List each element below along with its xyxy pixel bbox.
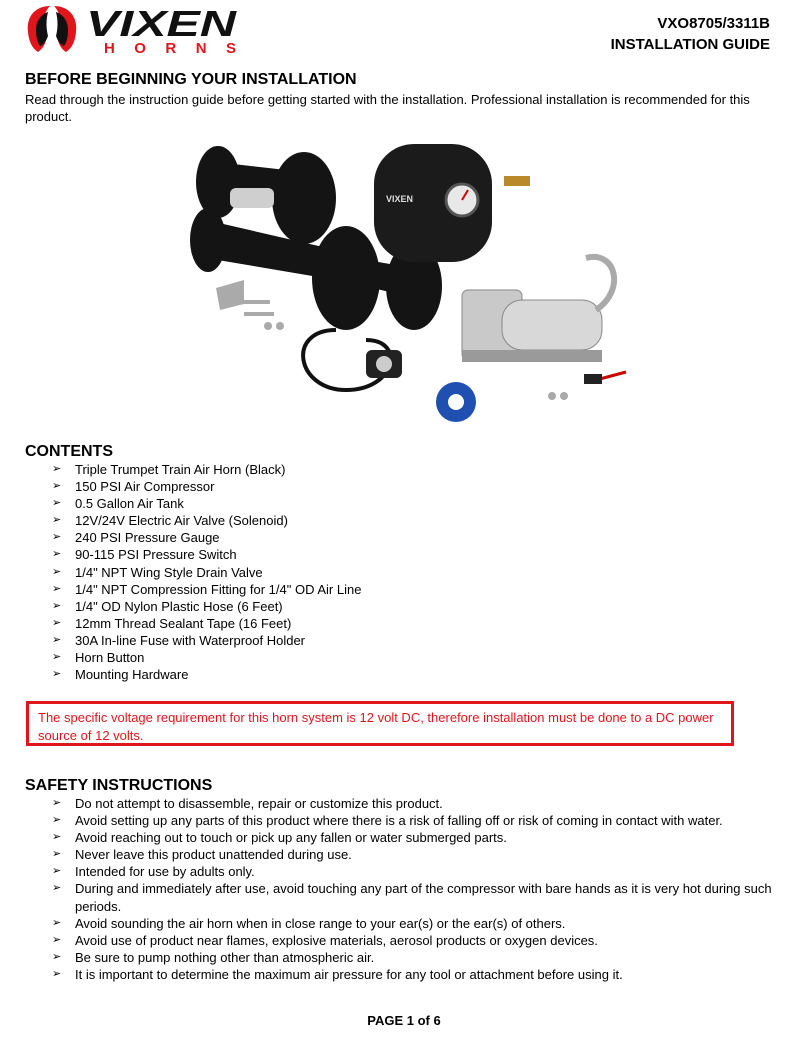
bullet-arrow-icon: ➢ xyxy=(52,633,62,646)
list-item: ➢ 12V/24V Electric Air Valve (Solenoid) xyxy=(52,513,288,529)
bullet-arrow-icon: ➢ xyxy=(52,967,62,980)
intro-heading: BEFORE BEGINNING YOUR INSTALLATION xyxy=(25,71,357,88)
bullet-arrow-icon: ➢ xyxy=(52,565,62,578)
list-item: ➢ Be sure to pump nothing other than atmospheric air. xyxy=(52,949,375,965)
bullet-arrow-icon: ➢ xyxy=(52,814,62,827)
list-item: ➢ Avoid sounding the air horn when in close range to your ear(s) or the ear(s) of others. xyxy=(52,915,566,931)
inline-fuse-illustration xyxy=(548,372,626,400)
document-code: VXO8705/3311B xyxy=(657,15,770,32)
logo-brand-bottom: HORNS xyxy=(104,40,236,56)
list-item: ➢ 0.5 Gallon Air Tank xyxy=(52,496,184,512)
contents-heading: CONTENTS xyxy=(25,443,113,460)
list-item: ➢ 150 PSI Air Compressor xyxy=(52,479,215,495)
bullet-arrow-icon: ➢ xyxy=(52,933,62,946)
list-item: ➢ 30A In-line Fuse with Waterproof Holder xyxy=(52,632,306,648)
list-item: ➢ Mounting Hardware xyxy=(52,667,189,683)
tank-label: VIXEN xyxy=(386,194,414,204)
logo-brand-top: VIXEN xyxy=(86,3,238,44)
bullet-arrow-icon: ➢ xyxy=(52,831,62,844)
contents-list xyxy=(52,461,361,683)
intro-paragraph: Read through the instruction guide before getting started with the installation. Professional installation is recommended for this product. xyxy=(25,92,750,124)
list-item: ➢ It is important to determine the maximum air pressure for any tool or attachment before using it. xyxy=(52,966,623,982)
list-item: ➢ Do not attempt to disassemble, repair or customize this product. xyxy=(52,796,443,811)
list-item: ➢ Avoid setting up any parts of this product where there is a risk of falling off or risk of coming in contact with water. xyxy=(52,813,723,829)
list-item: ➢ Avoid use of product near flames, explosive materials, aerosol products or oxygen devices. xyxy=(52,932,598,948)
list-item: ➢ 1/4" NPT Wing Style Drain Valve xyxy=(52,564,263,580)
bullet-arrow-icon: ➢ xyxy=(52,651,62,664)
vixen-horns-logo xyxy=(24,2,240,56)
document-type: INSTALLATION GUIDE xyxy=(610,36,770,53)
list-item: ➢ Avoid reaching out to touch or pick up any fallen or water submerged parts. xyxy=(52,830,507,846)
bullet-arrow-icon: ➢ xyxy=(52,950,62,963)
bullet-arrow-icon: ➢ xyxy=(52,848,62,861)
bullet-arrow-icon: ➢ xyxy=(52,582,62,595)
sealant-tape-illustration xyxy=(436,382,476,422)
list-item: ➢ Never leave this product unattended during use. xyxy=(52,847,352,863)
list-item: ➢ Horn Button xyxy=(52,650,145,666)
bullet-arrow-icon: ➢ xyxy=(52,480,62,493)
bullet-arrow-icon: ➢ xyxy=(52,865,62,878)
horn-button-illustration xyxy=(366,350,402,378)
bullet-arrow-icon: ➢ xyxy=(52,599,62,612)
list-item: ➢ Intended for use by adults only. xyxy=(52,864,255,880)
page-number: PAGE 1 of 6 xyxy=(367,1013,441,1028)
product-kit-image xyxy=(186,140,636,430)
air-tank-illustration xyxy=(374,144,530,262)
list-item: ➢ 240 PSI Pressure Gauge xyxy=(52,530,220,546)
bullet-arrow-icon: ➢ xyxy=(52,497,62,510)
bullet-arrow-icon: ➢ xyxy=(52,531,62,544)
bullet-arrow-icon: ➢ xyxy=(52,514,62,527)
mounting-hardware-illustration xyxy=(216,280,284,330)
list-item: ➢ 1/4" NPT Compression Fitting for 1/4" OD Air Line xyxy=(52,581,362,597)
voltage-warning-box: The specific voltage requirement for this horn system is 12 volt DC, therefore installation must be done to a DC power source of 12 volts. xyxy=(26,701,734,746)
list-item: ➢ Triple Trumpet Train Air Horn (Black) xyxy=(52,462,286,477)
list-item: ➢ 12mm Thread Sealant Tape (16 Feet) xyxy=(52,615,292,631)
safety-heading: SAFETY INSTRUCTIONS xyxy=(25,777,213,794)
safety-list xyxy=(52,795,782,983)
bullet-arrow-icon: ➢ xyxy=(52,916,62,929)
horn-emblem-icon xyxy=(28,6,77,52)
bullet-arrow-icon: ➢ xyxy=(52,548,62,561)
bullet-arrow-icon: ➢ xyxy=(52,616,62,629)
list-item: ➢ 1/4" OD Nylon Plastic Hose (6 Feet) xyxy=(52,598,283,614)
air-compressor-illustration xyxy=(462,257,614,362)
bullet-arrow-icon: ➢ xyxy=(52,882,62,895)
bullet-arrow-icon: ➢ xyxy=(52,668,62,681)
bullet-arrow-icon: ➢ xyxy=(52,463,62,475)
list-item: ➢ During and immediately after use, avoid touching any part of the compressor with bare hands as it is very hot during such periods. xyxy=(52,881,772,914)
list-item: ➢ 90-115 PSI Pressure Switch xyxy=(52,547,237,563)
bullet-arrow-icon: ➢ xyxy=(52,797,62,809)
